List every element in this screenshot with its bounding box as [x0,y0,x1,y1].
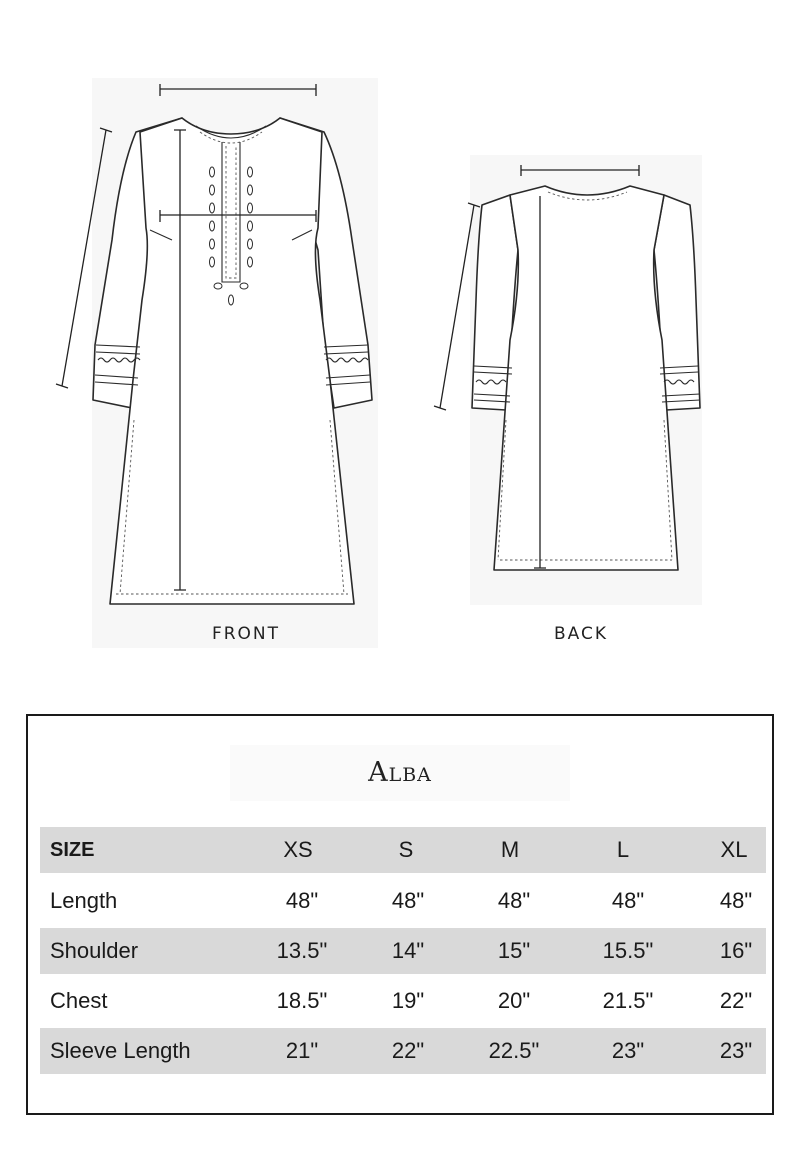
row-label: Chest [50,988,108,1013]
front-garment-drawing [93,118,372,604]
table-cell: 16" [719,938,753,963]
table-cell: 23" [611,1038,645,1063]
table-cell: 48" [611,888,645,913]
size-header-cell: L [616,837,630,862]
size-header-label: SIZE [50,839,95,861]
table-row [40,928,766,974]
table-cell: 22" [719,988,753,1013]
table-cell: 48" [285,888,319,913]
size-header-cell: XL [720,837,748,862]
size-chart-title: Alba [230,745,570,801]
table-row [40,978,766,1024]
table-cell: 14" [391,938,425,963]
table-cell: 23" [719,1038,753,1063]
table-cell: 15" [497,938,531,963]
table-cell: 22.5" [488,1038,540,1063]
row-label: Length [50,888,118,913]
table-cell: 19" [391,988,425,1013]
back-view-label: BACK [553,624,608,644]
table-cell: 21.5" [602,988,654,1013]
row-label: Sleeve Length [50,1038,191,1063]
size-header-cell: M [500,837,520,862]
table-cell: 20" [497,988,531,1013]
table-row [40,878,766,924]
back-garment-drawing [472,186,700,570]
size-header-row [40,827,766,873]
front-view-label: FRONT [211,624,281,644]
table-cell: 15.5" [602,938,654,963]
table-cell: 18.5" [276,988,328,1013]
table-cell: 13.5" [276,938,328,963]
row-label: Shoulder [50,938,139,963]
table-cell: 48" [391,888,425,913]
size-header-cell: XS [283,837,313,862]
table-cell: 48" [719,888,753,913]
table-row [40,1028,766,1074]
table-cell: 21" [285,1038,319,1063]
table-cell: 22" [391,1038,425,1063]
size-header-cell: S [398,837,414,862]
table-cell: 48" [497,888,531,913]
